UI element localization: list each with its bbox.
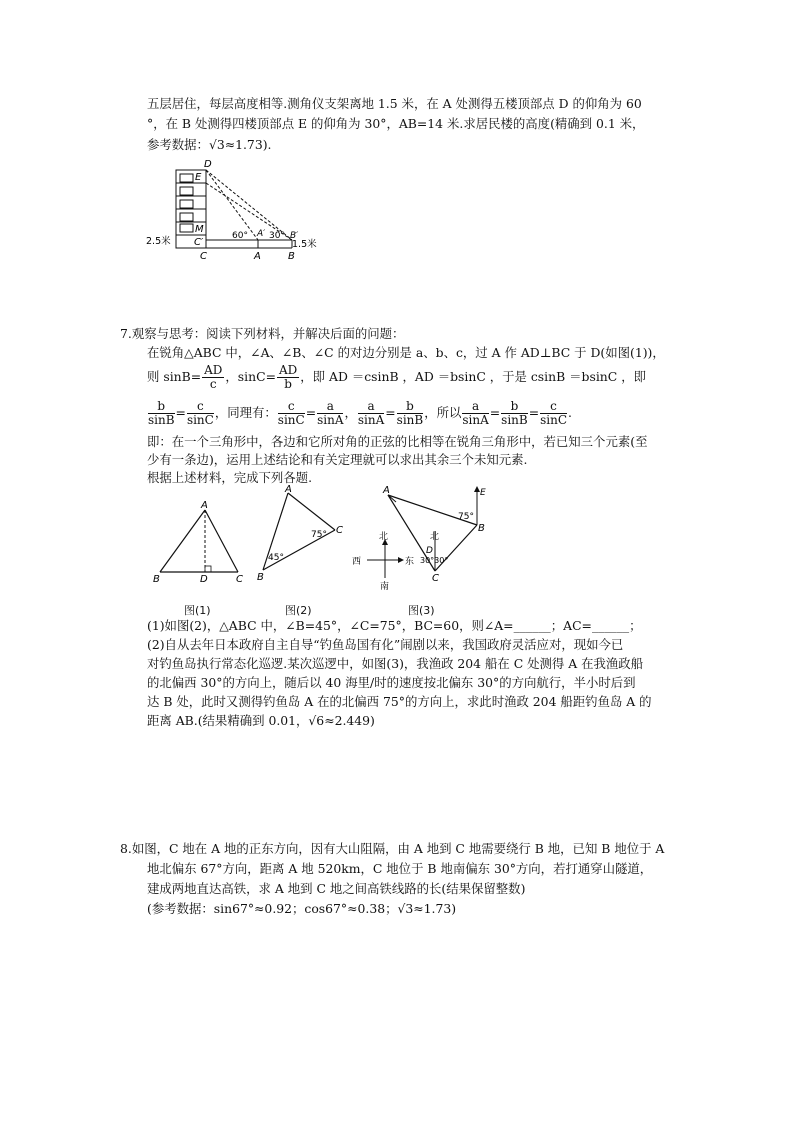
- label-C: C: [236, 574, 243, 585]
- label-C: C: [432, 573, 439, 584]
- q7-p1: 在锐角△ABC 中，∠A、∠B、∠C 的对边分别是 a、b、c，过 A 作 AD⊥BC 于 D(如图(1))，: [147, 345, 665, 360]
- label-M: M: [195, 224, 204, 235]
- compass-south: 南: [380, 582, 390, 592]
- label-B: B: [478, 523, 485, 534]
- q7-p2: [147, 362, 646, 392]
- q7-p3-a: ，同理有：: [214, 405, 277, 420]
- label-angle30: 30°: [269, 231, 285, 241]
- label-A: A: [383, 485, 390, 496]
- label-B: B: [153, 574, 160, 585]
- label-A-prime: A′: [257, 229, 266, 239]
- label-A: A: [285, 484, 292, 495]
- fraction: $\frac{c}{\sin C}$: [277, 399, 305, 427]
- q6-line3: [147, 136, 271, 154]
- fraction: $\frac{AD}{b}$: [278, 363, 298, 391]
- label-north-2: 北: [430, 532, 440, 542]
- label-C: C: [200, 251, 207, 262]
- q7-q2-line3: 的北偏西 30°的方向上，随后以 40 海里/时的速度按北偏东 30°的方向航行，半小时后到: [147, 675, 636, 690]
- q7-figure-3: [350, 483, 495, 593]
- label-angle30-30: 30°30°: [420, 556, 449, 565]
- q7-figure-2: [255, 485, 345, 585]
- fraction: $\frac{a}{\sin A}$: [357, 399, 385, 427]
- q7-p2-c: ，即 AD ＝csinB ，AD ＝bsinC ，于是 csinB ＝bsinC ，即: [300, 369, 646, 384]
- q7-p5: 少有一条边)，运用上述结论和有关定理就可以求出其余三个未知元素.: [147, 452, 528, 467]
- q8-line3: 建成两地直达高铁，求 A 地到 C 地之间高铁线路的长(结果保留整数): [147, 881, 526, 896]
- label-B-prime: B′: [290, 231, 299, 241]
- fig3-caption: 图(3): [408, 604, 435, 617]
- q7-p2-b: ，sinC=: [225, 369, 276, 384]
- q7-p2-a: 则 sinB=: [147, 369, 202, 384]
- label-C-prime: C′: [194, 237, 204, 248]
- label-A: A: [254, 251, 261, 262]
- compass-east: 东: [405, 557, 415, 567]
- label-angle45: 45°: [268, 553, 284, 563]
- label-B: B: [257, 572, 264, 583]
- fraction: $\frac{b}{\sin B}$: [396, 399, 424, 427]
- q7-q2-line2: 对钓鱼岛执行常态化巡逻.某次巡逻中，如图(3)，我渔政 204 船在 C 处测得 A 在我渔政船: [147, 656, 644, 671]
- window: [180, 174, 193, 182]
- window: [180, 224, 193, 232]
- q6-line2: °，在 B 处测得四楼顶部点 E 的仰角为 30°，AB=14 米.求居民楼的高度(精确到 0.1 米，: [147, 116, 645, 131]
- label-C: C: [336, 525, 343, 536]
- compass-north: 北: [379, 532, 389, 542]
- label-E: E: [195, 172, 202, 183]
- q7-q2-line4: 达 B 处，此时又测得钓鱼岛 A 在的北偏西 75°的方向上，求此时渔政 204 船距钓鱼岛 A 的: [147, 694, 652, 709]
- q7-q2-line1: (2)自从去年日本政府自主自导“钓鱼岛国有化”闹剧以来，我国政府灵活应对，现如今已: [147, 637, 624, 652]
- fraction: $\frac{c}{\sin C}$: [186, 399, 214, 427]
- fraction: $\frac{c}{\sin C}$: [540, 399, 567, 427]
- window: [180, 187, 193, 195]
- fraction: $\frac{a}{\sin A}$: [317, 399, 344, 427]
- q7-q2-line5: 距离 AB.(结果精确到 0.01，√6≈2.449): [147, 713, 375, 728]
- window: [180, 200, 193, 208]
- label-A: A: [201, 500, 208, 511]
- q8-line2: 地北偏东 67°方向，距离 A 地 520km，C 地位于 B 地南偏东 30°方向，若打通穿山隧道，: [147, 861, 653, 876]
- label-angle75: 75°: [311, 530, 327, 540]
- q7-p3-b: ，所以: [424, 405, 462, 420]
- fraction: $\frac{b}{\sin B}$: [501, 399, 528, 427]
- label-B: B: [288, 251, 295, 262]
- fraction: $\frac{AD}{c}$: [204, 363, 223, 391]
- q6-line3-label: 参考数据：: [147, 137, 209, 152]
- q8-line4: (参考数据：sin67°≈0.92；cos67°≈0.38；√3≈1.73): [147, 901, 457, 916]
- compass-west: 西: [352, 557, 362, 567]
- q7-p6: 根据上述材料，完成下列各题.: [147, 470, 313, 485]
- window: [180, 213, 193, 221]
- q7-figure-1: [150, 500, 250, 590]
- q6-line3-ref: √3≈1.73).: [208, 137, 272, 152]
- label-angle75: 75°: [458, 512, 474, 522]
- q8-line1: 8.如图，C 地在 A 地的正东方向，因有大山阻隔，由 A 地到 C 地需要绕行 B 地，已知 B 地位于 A: [120, 841, 665, 856]
- label-D: D: [200, 574, 208, 585]
- fraction: $\frac{b}{\sin B}$: [148, 399, 175, 427]
- label-angle60: 60°: [232, 231, 248, 241]
- label-D: D: [426, 546, 433, 556]
- fig2-caption: 图(2): [285, 604, 312, 617]
- label-D: D: [204, 159, 212, 170]
- label-height-left: 2.5米: [146, 236, 171, 247]
- fraction: $\frac{a}{\sin A}$: [462, 399, 489, 427]
- q7-p4: 即：在一个三角形中，各边和它所对角的正弦的比相等在锐角三角形中，若已知三个元素(至: [147, 434, 648, 449]
- label-height-right: 1.5米: [292, 239, 317, 250]
- q7-title: 7.观察与思考：阅读下列材料，并解决后面的问题：: [120, 326, 405, 341]
- fig1-caption: 图(1): [184, 604, 211, 617]
- q6-line1: 五层居住，每层高度相等.测角仪支架离地 1.5 米，在 A 处测得五楼顶部点 D 的仰角为 60: [147, 96, 642, 111]
- label-E: E: [480, 488, 486, 498]
- q6-building-figure: [140, 158, 320, 263]
- q7-p3: $\frac{b}{\sin B}$ = $\frac{c}{\sin C}$ ，同理有： $\frac{c}{\sin C}$ = $\frac{a}{\sin A}$ ， $\frac{a}{\sin A}$ = $\frac{b}{\sin B}$ ，所以 $\frac{a}{\sin A}$ = $\frac{b}{\sin B}$ = $\frac{c}{\sin C}$ .: [148, 399, 572, 427]
- q7-q1: (1)如图(2)，△ABC 中，∠B=45°，∠C=75°，BC=60，则∠A=______；AC=______；: [147, 618, 642, 633]
